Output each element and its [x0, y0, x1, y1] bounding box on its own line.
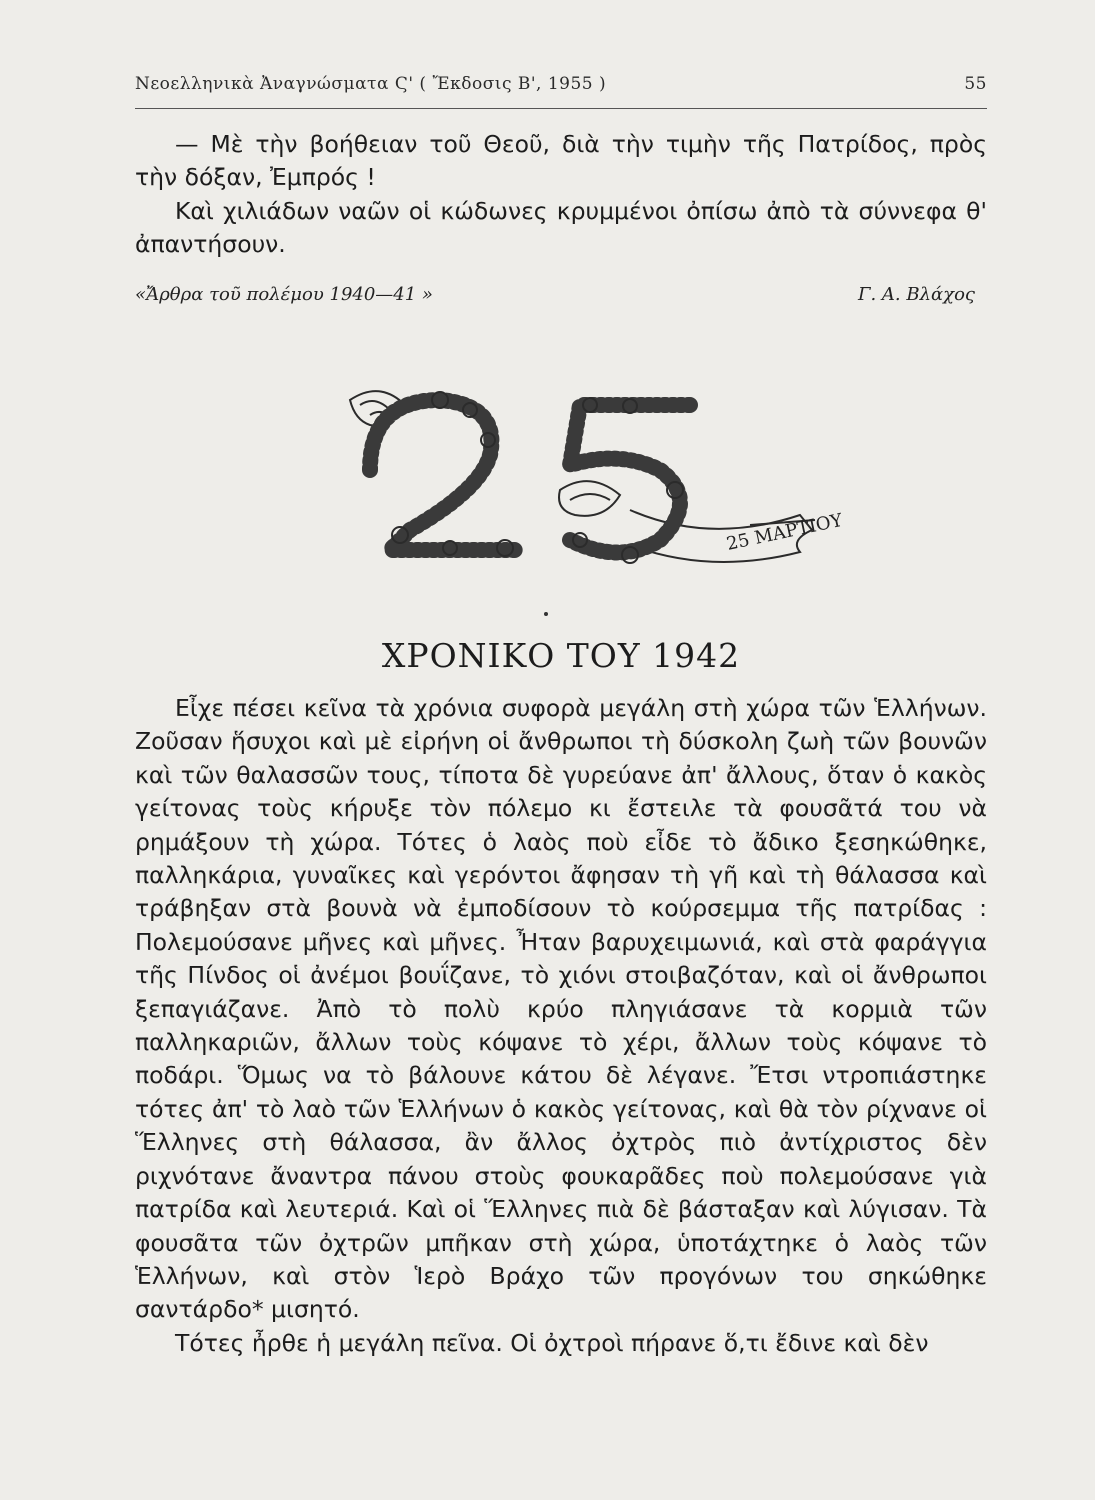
chapter-title: ΧΡΟΝΙΚΟ ΤΟΥ 1942: [381, 636, 741, 675]
author-name: Γ. Α. Βλάχος: [858, 284, 975, 305]
poem-attribution: [135, 284, 987, 314]
wreath-ribbon-icon: [330, 370, 845, 580]
page-number: 55: [964, 74, 987, 94]
header-rule: [135, 108, 987, 109]
running-title: Νεοελληνικὰ Ἀναγνώσματα Ϛ' ( Ἔκδοσις Β', 1955 ): [135, 74, 607, 94]
poem-ending: [135, 128, 987, 262]
source-work: «Ἄρθρα τοῦ πολέμου 1940—41 »: [135, 284, 433, 305]
poem-line-2: Καὶ χιλιάδων ναῶν οἱ κώδωνες κρυμμένοι ὀπίσω ἀπὸ τὰ σύννεφα θ' ἀπαντήσουν.: [135, 196, 987, 259]
paragraph-2: Τότες ἦρθε ἡ μεγάλη πεῖνα. Οἱ ὀχτροὶ πήρανε ὅ,τι ἔδινε καὶ δὲν: [175, 1328, 929, 1357]
chronicle-text: [135, 692, 987, 1360]
paragraph-1: Εἶχε πέσει κεῖνα τὰ χρόνια συφορὰ μεγάλη στὴ χώρα τῶν Ἑλλήνων. Ζοῦσαν ἥσυχοι καὶ μὲ εἰρήνη οἱ ἄνθρωποι τὴ δύσκολη ζωὴ τῶν βουνῶν καὶ τῶν θαλασσῶν τους, τίποτα δὲ γυρεύανε ἀπ' ἄλλους, ὅταν ὁ κακὸς γείτονας τοὺς κήρυξε τὸν πόλεμο κι ἔστειλε τὰ φουσᾶτά του νὰ ρημάξουν τὴ χώρα. Τότες ὁ λαὸς ποὺ εἶδε τὸ ἄδικο ξεσηκώθηκε, παλληκάρια, γυναῖκες καὶ γερόντοι ἄφησαν τὴ γῆ καὶ τὴ θάλασσα καὶ τράβηξαν στὰ βουνὰ νὰ ἐμποδίσουν τὸ κούρσεμμα τῆς πατρίδας : Πολεμούσανε μῆνες καὶ μῆνες. Ἦταν βαρυχειμωνιά, καὶ στὰ φαράγγια τῆς Πίνδος οἱ ἀνέμοι βουΐζανε, τὸ χιόνι στοιβαζόταν, καὶ οἱ ἄνθρωποι ξεπαγιάζανε. Ἀπὸ τὸ πολὺ κρύο πληγιάσανε τὰ κορμιὰ τῶν παλληκαριῶν, ἄλλων τοὺς κόψανε τὸ χέρι, ἄλλων τοὺς κόψανε τὸ ποδάρι. Ὅμως να τὸ βάλουνε κάτου δὲ λέγανε. Ἔτσι ντροπιάστηκε τότες ἀπ' τὸ λαὸ τῶν Ἑλλήνων ὁ κακὸς γείτονας, καὶ θὰ τὸν ρίχνανε οἱ Ἕλληνες στὴ θάλασσα, ἂν ἄλλος ὀχτρὸς πιὸ ἀντίχριστος δὲν ριχνότανε ἄναντρα πάνου στοὺς φουκαρᾶδες ποὺ πολεμούσανε γιὰ πατρίδα καὶ λευτεριά. Καὶ οἱ Ἕλληνες πιὰ δὲ βάσταξαν καὶ λύγισαν. Τὰ φουσᾶτα τῶν ὀχτρῶν μπῆκαν στὴ χώρα, ὑποτάχτηκε ὁ λαὸς τῶν Ἑλλήνων, καὶ στὸν Ἱερὸ Βράχο τῶν προγόνων του σηκώθηκε σαντάρδο* μισητό.: [135, 694, 987, 1324]
ribbon-date-label: 25 ΜΑΡΤΙΟΥ: [724, 509, 845, 555]
poem-line-1: — Μὲ τὴν βοήθειαν τοῦ Θεοῦ, διὰ τὴν τιμὴν τῆς Πατρίδος, πρὸς τὴν δόξαν, Ἐμπρός !: [135, 130, 987, 192]
running-head: [135, 74, 987, 100]
separator-dot: [544, 612, 548, 616]
